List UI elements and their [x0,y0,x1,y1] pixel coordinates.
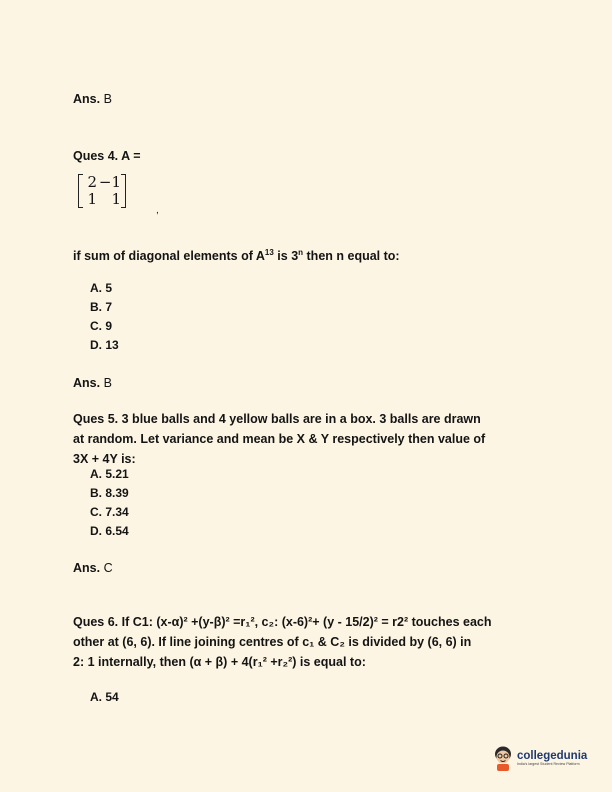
matrix-row [83,191,121,208]
q6-line: other at (6, 6). If line joining centres of c₁ & C₂ is divided by (6, 6) in [73,635,472,649]
q6-line: Ques 6. If C1: (x-α)² +(y-β)² =r₁², c₂: (x-6)²+ (y - 15/2)² = r2² touches each [73,615,492,629]
answer-label: Ans. [73,92,101,106]
option-a: A. 5.21 [90,467,129,481]
q4-exponent-n: n [298,248,304,257]
matrix-trailing-mark: , [156,205,159,216]
option-d: D. 6.54 [90,524,129,538]
q6-text [73,612,553,672]
q5-options [90,465,129,541]
q4-text-pre: if sum of diagonal elements of A [73,249,265,264]
option-b: B. 8.39 [90,486,129,500]
answer-label: Ans. [73,561,101,575]
q5-line: at random. Let variance and mean be X & Y respectively then value of [73,432,486,446]
q4-text-mid: is 3 [273,249,299,264]
q6-line: 2: 1 internally, then (α + β) + 4(r₁² +r₂²) is equal to: [73,655,366,669]
option-b: B. 7 [90,300,113,314]
answer-label: Ans. [73,376,101,390]
q5-line: 3X + 4Y is: [73,452,136,466]
matrix-cell: 1 [87,190,97,208]
option-a: A. 5 [90,281,113,295]
matrix-row [83,174,121,191]
q6-options [90,688,119,707]
option-d: D. 13 [90,338,119,352]
student-mascot-icon [492,745,514,771]
answer-q4 [73,376,112,390]
q5-text [73,409,543,469]
answer-value: B [103,92,112,106]
option-c: C. 7.34 [90,505,129,519]
q4-exponent: 13 [264,248,274,257]
matrix-cell: 2 [87,173,97,191]
answer-value: C [103,561,113,575]
brand-logo[interactable] [492,745,587,771]
q5-line: Ques 5. 3 blue balls and 4 yellow balls are in a box. 3 balls are drawn [73,412,481,426]
brand-name: collegedunia [517,749,588,762]
option-c: C. 9 [90,319,113,333]
matrix-right-bracket [121,174,126,208]
q4-heading: Ques 4. A = [73,149,141,163]
option-a: A. 54 [90,690,119,704]
brand-tagline: India's largest Student Review Platform [517,761,580,766]
matrix-cell: −1 [98,173,121,191]
answer-q3 [73,92,112,106]
q4-text-post: then n equal to: [303,249,400,264]
answer-value: B [103,376,112,390]
answer-q5 [73,561,113,575]
q4-options [90,279,119,355]
matrix-cell: 1 [111,190,121,208]
q4-text [73,243,400,266]
q4-matrix [78,174,126,208]
